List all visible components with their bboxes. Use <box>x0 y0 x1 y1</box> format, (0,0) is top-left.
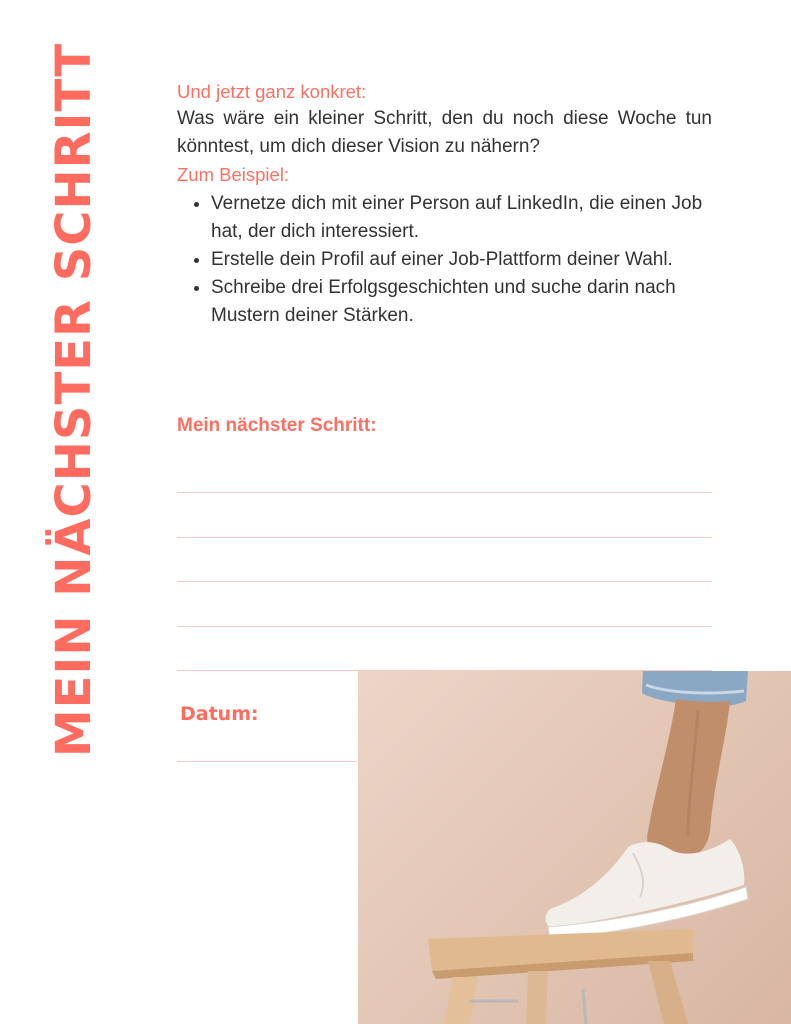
example-label: Zum Beispiel: <box>177 164 290 185</box>
date-label: Datum: <box>180 703 259 725</box>
sneaker-photo <box>358 671 791 1024</box>
list-item: • Schreibe drei Erfolgsgeschichten und suche darin nach Mustern deiner Stärken. <box>211 274 712 330</box>
writing-line <box>177 626 712 627</box>
vertical-title-text: MEIN NÄCHSTER SCHRITT <box>46 42 103 758</box>
step-heading: Mein nächster Schritt: <box>177 415 377 436</box>
writing-line <box>177 492 712 493</box>
sneaker-illustration <box>358 671 791 1024</box>
prompt-section <box>177 78 712 330</box>
stool-leg <box>648 961 688 1024</box>
example-list <box>177 190 712 330</box>
list-item: • Vernetze dich mit einer Person auf LinkedIn, die einen Job hat, der dich interessiert. <box>211 190 712 246</box>
writing-line <box>177 581 712 582</box>
vertical-title <box>44 42 104 758</box>
list-item: • Erstelle dein Profil auf einer Job-Plattform deiner Wahl. <box>211 246 712 274</box>
date-line <box>177 761 357 762</box>
stool-leg <box>526 971 548 1024</box>
writing-line <box>177 537 712 538</box>
intro-label: Und jetzt ganz konkret: <box>177 81 367 102</box>
question-text: Was wäre ein kleiner Schritt, den du noch diese Woche tun könntest, um dich dieser Vision zu nähern? <box>177 108 712 157</box>
leg <box>647 699 730 861</box>
stool-brace <box>583 989 586 1024</box>
